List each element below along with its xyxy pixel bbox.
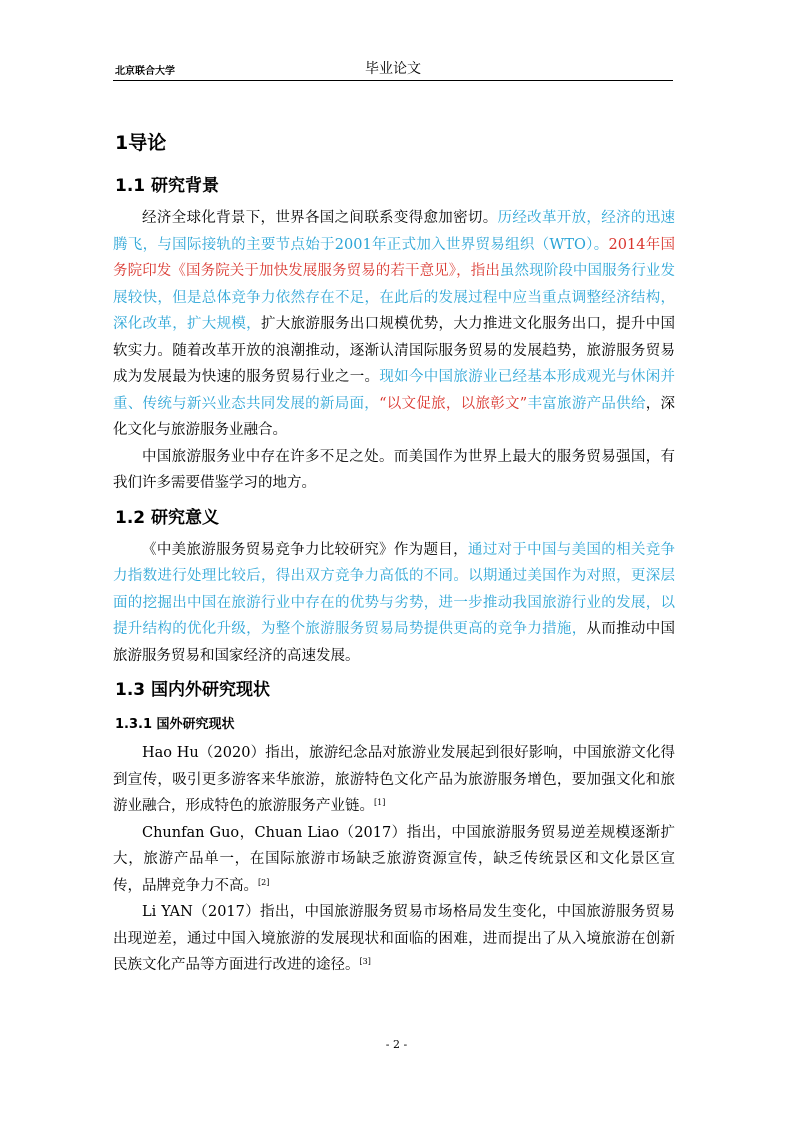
citation-marker[interactable]: [3] <box>359 957 371 966</box>
section-title-1-3: 1.3 国内外研究现状 <box>115 680 271 700</box>
page-header <box>113 58 673 81</box>
highlight-blue-run: 虽然现阶段中国服务行业发展较快，但是总体竞争力依然存在不足，在此后的发展过程中应当重点调整经济结构，深化改革，扩大规模， <box>113 263 676 332</box>
reference-paragraph-1 <box>113 740 675 820</box>
text-run: 扩大旅游服务出口规模优势，大力推进文化服务出口，提升中国软实力。随着改革开放的浪潮推动，逐渐认清国际服务贸易的发展趋势，旅游服务贸易成为发展最为快速的服务贸易行业之一。 <box>113 316 676 385</box>
section-title-1-2: 1.2 研究意义 <box>115 507 220 528</box>
subsection-title-1-3-1: 1.3.1 国外研究现状 <box>115 717 235 732</box>
document-type: 毕业论文 <box>365 61 421 77</box>
highlight-blue-run: 通过对于中国与美国的相关竞争力指数进行处理比较后，得出双方竞争力高低的不同。以期通过美国作为对照，更深层面的挖掘出中国在旅游行业中存在的优势与劣势，进一步推动我国旅游行业的发展，以提升结构的优化升级，为整个旅游服务贸易局势提供更高的竞争力措施， <box>113 541 676 637</box>
paragraph-background-2: 中国旅游服务业中存在许多不足之处。而美国作为世界上最大的服务贸易强国，有我们许多需要借鉴学习的地方。 <box>113 448 675 491</box>
text-run: Hao Hu（2020）指出，旅游纪念品对旅游业发展起到很好影响，中国旅游文化得到宣传，吸引更多游客来华旅游，旅游特色文化产品为旅游服务增色，要加强文化和旅游业融合，形成特色的旅游服务产业链。 <box>113 745 675 814</box>
section-title-1-1: 1.1 研究背景 <box>115 176 220 196</box>
text-run: 经济全球化背景下，世界各国之间联系变得愈加密切。 <box>142 210 498 226</box>
citation-marker[interactable]: [1] <box>374 798 386 807</box>
text-run: 《中美旅游服务贸易竞争力比较研究》作为题目， <box>142 541 468 558</box>
reference-paragraph-2 <box>113 820 675 900</box>
page-body <box>113 128 675 979</box>
page-number: - 2 - <box>385 1038 408 1051</box>
citation-marker[interactable]: [2] <box>258 877 270 887</box>
text-run: Chunfan Guo，Chuan Liao（2017）指出，中国旅游服务贸易逆差规模逐渐扩大，旅游产品单一，在国际旅游市场缺乏旅游资源宣传，缺乏传统景区和文化景区宣传，品牌竞争力不高。 <box>113 824 675 894</box>
text-run: 从而推动中国旅游服务贸易和国家经济的高速发展。 <box>113 621 676 664</box>
highlight-blue-run: 现如今中国旅游业已经基本形成观光与休闲并重、传统与新兴业态共同发展的新局面， <box>113 369 676 412</box>
highlight-red-run: “以文促旅，以旅彰文” <box>379 395 528 412</box>
text-run: ，深化文化与旅游服务业融合。 <box>113 395 676 438</box>
paragraph-background-1 <box>113 205 675 444</box>
chapter-title: 1导论 <box>115 132 167 154</box>
text-run: Li YAN（2017）指出，中国旅游服务贸易市场格局发生变化，中国旅游服务贸易出现逆差，通过中国入境旅游的发展现状和面临的困难，进而提出了从入境旅游在创新民族文化产品等方面进行改进的途径。 <box>113 904 675 973</box>
highlight-red-run: 2014年国务院印发《国务院关于加快发展服务贸易的若干意见》，指出 <box>113 236 675 279</box>
reference-paragraph-3 <box>113 899 675 979</box>
paragraph-significance <box>113 537 675 670</box>
highlight-blue-run: 历经改革开放，经济的迅速腾飞，与国际接轨的主要节点始于2001年正式加入世界贸易组织（WTO）。 <box>113 210 676 253</box>
highlight-blue-run: 丰富旅游产品供给 <box>527 395 646 412</box>
university-name: 北京联合大学 <box>115 66 175 77</box>
